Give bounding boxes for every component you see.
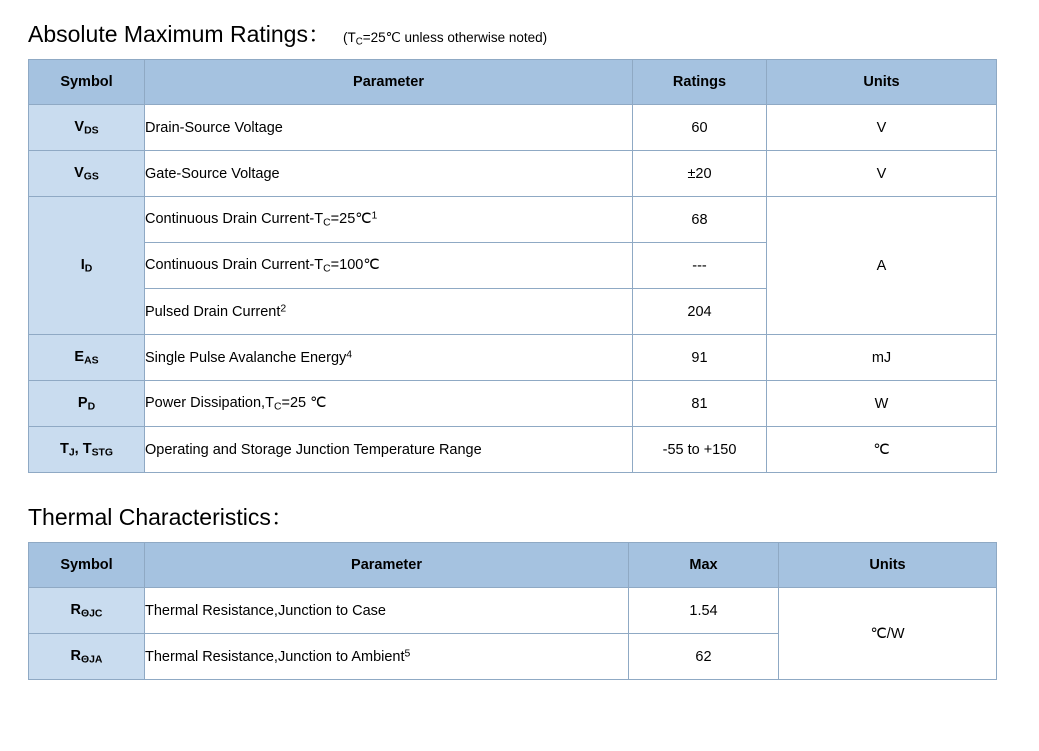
symbol-subscript: DS (84, 125, 99, 137)
section-title-text: Absolute Maximum Ratings (28, 21, 308, 47)
parameter-footnote: 2 (280, 303, 287, 315)
parameter-text: Single Pulse Avalanche Energy (145, 349, 347, 366)
symbol-cell (29, 105, 145, 151)
rating-cell: --- (633, 243, 767, 289)
thermal-characteristics-table (28, 542, 997, 680)
symbol-main: R (70, 647, 81, 664)
column-header-ratings: Ratings (633, 60, 767, 105)
unit-cell: A (767, 197, 997, 335)
rating-cell: 81 (633, 381, 767, 427)
note-rest: =25℃ unless otherwise noted) (362, 30, 548, 45)
symbol-subscript: AS (84, 355, 99, 367)
parameter-cell (145, 381, 633, 427)
parameter-subscript: C (273, 401, 282, 413)
symbol-subscript: D (87, 401, 96, 413)
unit-cell: ℃ (767, 427, 997, 473)
absolute-maximum-ratings-table (28, 59, 997, 473)
rating-cell: ±20 (633, 151, 767, 197)
symbol-main: V (74, 164, 84, 181)
table-row (29, 151, 997, 197)
table-row (29, 427, 997, 473)
parameter-subscript: C (323, 263, 331, 275)
symbol-subscript: D (84, 263, 93, 275)
rating-cell: 204 (633, 289, 767, 335)
parameter-text: Continuous Drain Current-T (145, 210, 324, 227)
unit-cell: V (767, 151, 997, 197)
symbol-cell (29, 335, 145, 381)
symbol-subscript-2: STG (91, 447, 114, 459)
parameter-subscript: C (323, 217, 331, 229)
note-subscript: C (355, 36, 363, 48)
table-row (29, 335, 997, 381)
column-header-parameter: Parameter (145, 543, 629, 588)
parameter-cell: Drain-Source Voltage (145, 105, 633, 151)
parameter-text: Thermal Resistance,Junction to Ambient (145, 648, 405, 665)
parameter-cell (145, 197, 633, 243)
symbol-subscript: ΘJC (81, 608, 103, 620)
table-row (29, 381, 997, 427)
symbol-main: V (74, 118, 85, 135)
symbol-cell (29, 151, 145, 197)
parameter-footnote: 1 (371, 210, 378, 222)
unit-cell: V (767, 105, 997, 151)
parameter-text: Power Dissipation,T (145, 394, 274, 411)
unit-cell: mJ (767, 335, 997, 381)
section-title-colon: ： (270, 504, 294, 530)
parameter-footnote: 5 (404, 648, 411, 660)
column-header-units: Units (767, 60, 997, 105)
thermal-characteristics-title (28, 499, 1011, 532)
rating-cell: -55 to +150 (633, 427, 767, 473)
unit-cell: W (767, 381, 997, 427)
table-row (29, 197, 997, 243)
symbol-cell (29, 634, 145, 680)
rating-cell: 60 (633, 105, 767, 151)
rating-cell: 91 (633, 335, 767, 381)
symbol-cell (29, 427, 145, 473)
symbol-main: I (80, 256, 85, 273)
absolute-maximum-ratings-title (28, 16, 1011, 49)
symbol-main-2: , T (74, 440, 92, 457)
parameter-text: Continuous Drain Current-T (145, 256, 324, 273)
rating-cell: 1.54 (629, 588, 779, 634)
parameter-rest: =100℃ (330, 256, 380, 273)
symbol-cell (29, 381, 145, 427)
symbol-cell (29, 588, 145, 634)
parameter-cell (145, 243, 633, 289)
parameter-cell: Operating and Storage Junction Temperature Range (145, 427, 633, 473)
symbol-cell (29, 197, 145, 335)
parameter-cell (145, 289, 633, 335)
symbol-main: P (77, 394, 88, 411)
table-row (29, 105, 997, 151)
section-title-text: Thermal Characteristics (28, 504, 271, 530)
parameter-cell (145, 335, 633, 381)
table-header-row (29, 543, 997, 588)
rating-cell: 62 (629, 634, 779, 680)
note-prefix: (T (342, 30, 356, 45)
section-title-colon: ： (307, 21, 331, 47)
parameter-text: Pulsed Drain Current (145, 303, 281, 320)
table-row (29, 588, 997, 634)
column-header-units: Units (779, 543, 997, 588)
parameter-cell: Gate-Source Voltage (145, 151, 633, 197)
symbol-main: E (74, 348, 85, 365)
unit-cell: ℃/W (779, 588, 997, 680)
symbol-subscript: J (68, 447, 75, 459)
symbol-main: R (70, 601, 81, 618)
parameter-cell: Thermal Resistance,Junction to Case (145, 588, 629, 634)
symbol-main: T (59, 440, 69, 457)
column-header-max: Max (629, 543, 779, 588)
parameter-rest: =25℃ (330, 210, 372, 227)
symbol-subscript: GS (83, 171, 99, 183)
parameter-footnote: 4 (346, 349, 353, 361)
parameter-rest: =25 ℃ (281, 394, 327, 411)
table-header-row (29, 60, 997, 105)
rating-cell: 68 (633, 197, 767, 243)
column-header-parameter: Parameter (145, 60, 633, 105)
section-title-note (343, 30, 547, 47)
parameter-cell (145, 634, 629, 680)
symbol-subscript: ΘJA (81, 654, 103, 666)
column-header-symbol: Symbol (29, 543, 145, 588)
column-header-symbol: Symbol (29, 60, 145, 105)
